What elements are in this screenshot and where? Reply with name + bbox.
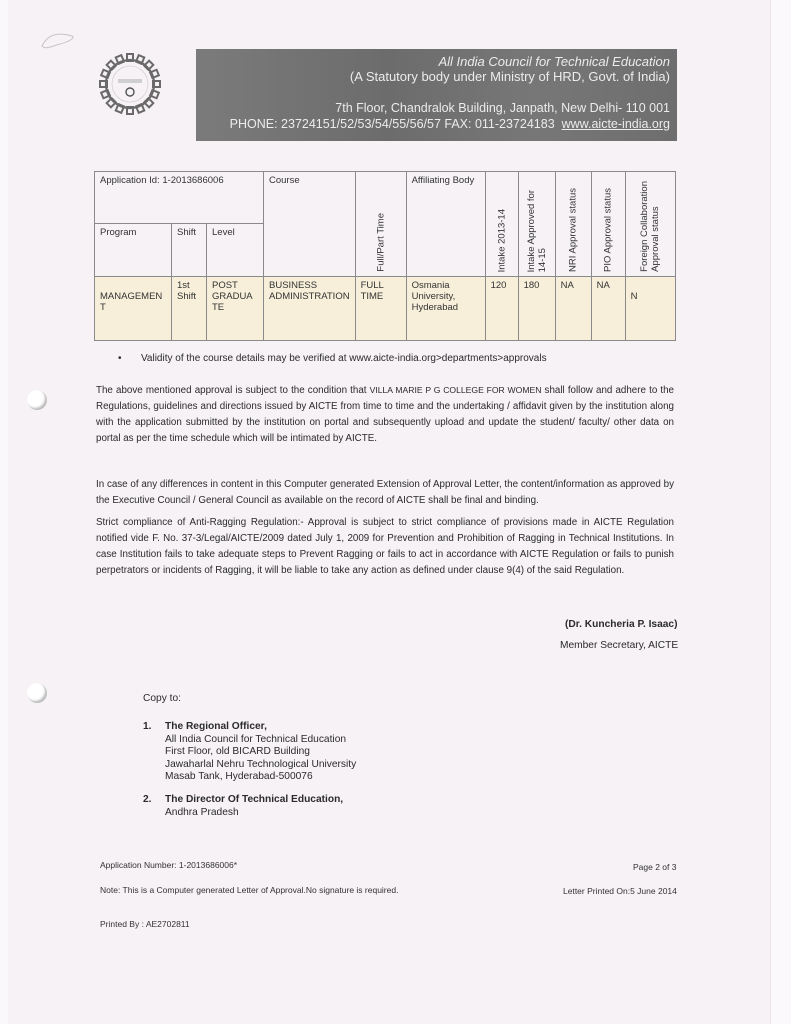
aicte-logo-icon <box>94 48 166 120</box>
cell-shift: 1st Shift <box>172 277 207 341</box>
application-number: Application Number: 1-2013686006* <box>100 860 238 870</box>
org-address: 7th Floor, Chandralok Building, Janpath, New Delhi- 110 001 <box>335 101 670 115</box>
scan-smudge <box>38 28 80 52</box>
table-row <box>95 277 676 341</box>
cell-course: BUSINESS ADMINISTRATION <box>264 277 356 341</box>
punch-hole <box>27 683 47 703</box>
approval-table <box>94 171 676 341</box>
anti-ragging-paragraph: Strict compliance of Anti-Ragging Regulation:- Approval is subject to strict compliance of provisions made in AICTE Regulation notified vide F. No. 37-3/Legal/AICTE/2009 dated July 1, 2009 for Prevention and Prohibition of Ragging in Technical Institutions. In case Institution fails to take adequate steps to Prevent Ragging or fails to act in accordance with AICTE Regulation or fails to punish perpetrators or incidents of Ragging, it will be liable to take any action as defined under clause 9(4) of the said Regulation. <box>96 517 674 576</box>
gear-tooth <box>116 55 124 64</box>
gear-tooth <box>107 98 116 107</box>
cell-affiliating-body: Osmania University, Hyderabad <box>406 277 485 341</box>
institution-name: VILLA MARIE P G COLLEGE FOR WOMEN <box>369 385 542 395</box>
gear-tooth <box>136 55 144 64</box>
header-full-part-time: Full/Part Time <box>355 172 406 277</box>
org-subtitle: (A Statutory body under Ministry of HRD, Govt. of India) <box>349 69 670 84</box>
header-course: Course <box>264 172 356 277</box>
signatory-name: (Dr. Kuncheria P. Isaac) <box>565 619 678 630</box>
gear-tooth <box>150 70 159 78</box>
punch-hole <box>27 390 47 410</box>
approval-condition-paragraph: The above mentioned approval is subject to the condition that VILLA MARIE P G COLLEGE FOR WOMEN shall follow and adhere to the Regulations, guidelines and directions issued by AICTE from time to time and the undertaking / affidavit given by the institution along with the application submitted by the institution on portal and subsequently upload and update the student/ faculty/ other data on portal as per the time schedule which will be intimated by AICTE. <box>96 385 675 444</box>
cell-pio-status: NA <box>591 277 625 341</box>
gear-tooth <box>144 98 153 107</box>
bullet-icon: • <box>118 353 122 364</box>
signatory-designation: Member Secretary, AICTE <box>560 640 679 651</box>
gear-tooth <box>116 104 124 113</box>
header-affiliating-body: Affiliating Body <box>406 172 485 277</box>
gear-tooth <box>101 70 110 78</box>
page-left-edge <box>0 0 8 1024</box>
gear-tooth <box>136 104 144 113</box>
header-foreign-collab: Foreign Collaboration Approval status <box>625 172 675 277</box>
header-pio-status: PIO Approval status <box>591 172 625 277</box>
gear-tooth <box>107 61 116 70</box>
header-shift: Shift <box>172 224 207 277</box>
gear-tooth <box>150 90 159 98</box>
org-contact <box>196 116 670 132</box>
page-right-edge <box>770 0 791 1024</box>
printed-by: Printed By : AE2702811 <box>100 919 190 929</box>
org-website-link[interactable]: www.aicte-india.org <box>561 117 670 131</box>
org-name: All India Council for Technical Education <box>438 54 670 69</box>
cell-level: POST GRADUA TE <box>207 277 264 341</box>
header-intake-approved: Intake Approved for 14-15 <box>518 172 555 277</box>
cell-intake-2013-14: 120 <box>485 277 518 341</box>
computer-generated-note: Note: This is a Computer generated Letter of Approval.No signature is required. <box>100 885 399 895</box>
cell-intake-approved: 180 <box>518 277 555 341</box>
header-program: Program <box>95 224 172 277</box>
header-banner <box>196 49 677 141</box>
org-phone-fax: PHONE: 23724151/52/53/54/55/56/57 FAX: 011-23724183 <box>229 117 555 131</box>
cell-nri-status: NA <box>555 277 591 341</box>
application-id-cell: Application Id: 1-2013686006 <box>95 172 264 224</box>
differences-paragraph: In case of any differences in content in this Computer generated Extension of Approval Letter, the content/information as approved by the Executive Council / General Council as available on the record of AICTE shall be final and binding. <box>96 479 674 506</box>
gear-tooth <box>101 90 110 98</box>
validity-note: Validity of the course details may be verified at www.aicte-india.org>departments>approvals <box>141 353 547 364</box>
printed-on-date: Letter Printed On:5 June 2014 <box>563 886 677 896</box>
header-intake-2013-14: Intake 2013-14 <box>485 172 518 277</box>
header-row-top <box>95 172 676 224</box>
cell-foreign-collab: N <box>625 277 675 341</box>
page-number: Page 2 of 3 <box>633 862 677 872</box>
cell-full-part-time: FULL TIME <box>355 277 406 341</box>
cell-program: MANAGEMEN T <box>95 277 172 341</box>
copy-to-label: Copy to: <box>143 693 181 704</box>
gear-tooth <box>144 61 153 70</box>
header-nri-status: NRI Approval status <box>555 172 591 277</box>
header-level: Level <box>207 224 264 277</box>
